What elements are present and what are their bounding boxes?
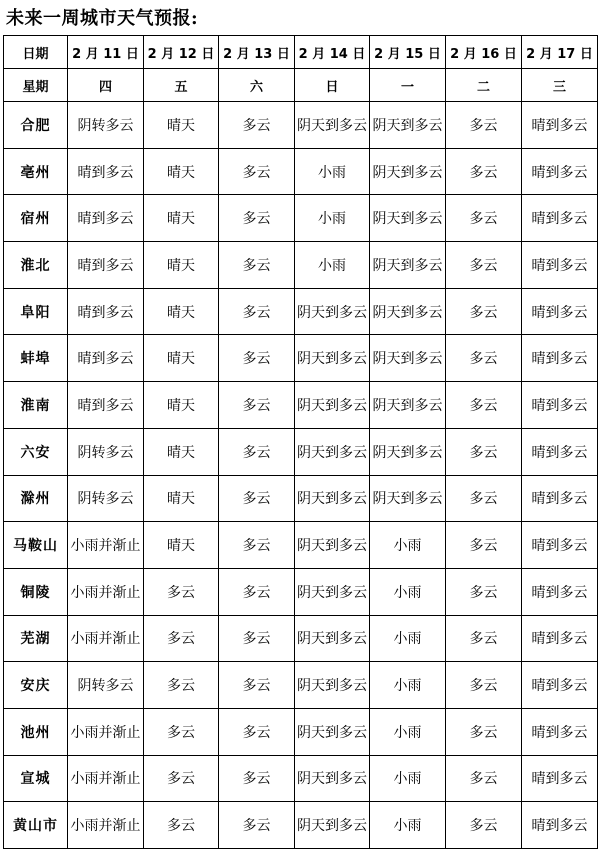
weather-cell: 晴天 (144, 382, 219, 429)
weather-cell: 小雨 (370, 662, 446, 709)
weather-cell: 小雨 (370, 755, 446, 802)
weather-cell: 晴天 (144, 475, 219, 522)
weather-cell: 多云 (446, 755, 522, 802)
weather-cell: 多云 (219, 475, 295, 522)
weather-cell: 阴天到多云 (295, 662, 370, 709)
table-row (4, 335, 598, 382)
date-cell: 2 月 14 日 (295, 36, 370, 69)
weather-cell: 阴天到多云 (295, 288, 370, 335)
weather-cell: 小雨并渐止 (68, 708, 144, 755)
weather-cell: 晴到多云 (522, 475, 598, 522)
date-cell: 2 月 17 日 (522, 36, 598, 69)
city-name: 淮南 (4, 382, 68, 429)
weather-cell: 阴天到多云 (370, 382, 446, 429)
weather-cell: 多云 (446, 802, 522, 849)
weekday-cell: 六 (219, 69, 295, 102)
weather-cell: 多云 (144, 568, 219, 615)
city-name: 蚌埠 (4, 335, 68, 382)
weather-cell: 晴到多云 (522, 428, 598, 475)
city-name: 六安 (4, 428, 68, 475)
weather-cell: 多云 (219, 195, 295, 242)
weather-cell: 晴到多云 (522, 568, 598, 615)
weather-cell: 阴转多云 (68, 662, 144, 709)
weather-cell: 多云 (144, 708, 219, 755)
weather-cell: 多云 (446, 475, 522, 522)
weather-cell: 多云 (446, 288, 522, 335)
weather-cell: 晴到多云 (522, 802, 598, 849)
weather-cell: 晴到多云 (522, 288, 598, 335)
city-name: 安庆 (4, 662, 68, 709)
weather-cell: 多云 (219, 708, 295, 755)
weather-cell: 晴到多云 (522, 148, 598, 195)
weather-cell: 小雨 (295, 242, 370, 289)
weather-cell: 小雨并渐止 (68, 522, 144, 569)
weather-cell: 多云 (219, 522, 295, 569)
weather-cell: 多云 (219, 662, 295, 709)
weather-cell: 晴到多云 (522, 662, 598, 709)
weather-cell: 阴天到多云 (295, 335, 370, 382)
weather-cell: 多云 (446, 568, 522, 615)
weather-cell: 晴天 (144, 102, 219, 149)
week-label: 星期 (4, 69, 68, 102)
city-name: 宣城 (4, 755, 68, 802)
weather-cell: 多云 (446, 382, 522, 429)
weather-cell: 晴天 (144, 522, 219, 569)
weather-cell: 多云 (144, 755, 219, 802)
weather-cell: 阴转多云 (68, 428, 144, 475)
table-row (4, 755, 598, 802)
city-name: 黄山市 (4, 802, 68, 849)
weather-cell: 多云 (446, 662, 522, 709)
city-name: 滁州 (4, 475, 68, 522)
weather-cell: 小雨 (295, 148, 370, 195)
weather-cell: 晴天 (144, 288, 219, 335)
weather-cell: 阴天到多云 (295, 802, 370, 849)
weather-cell: 小雨 (370, 568, 446, 615)
weather-cell: 小雨 (370, 522, 446, 569)
weather-cell: 小雨并渐止 (68, 568, 144, 615)
weather-cell: 多云 (219, 428, 295, 475)
weather-cell: 阴天到多云 (370, 102, 446, 149)
weather-cell: 阴天到多云 (370, 428, 446, 475)
weather-cell: 阴天到多云 (295, 382, 370, 429)
table-row (4, 475, 598, 522)
weather-cell: 多云 (219, 568, 295, 615)
table-row (4, 568, 598, 615)
table-row (4, 522, 598, 569)
date-cell: 2 月 15 日 (370, 36, 446, 69)
weather-cell: 晴天 (144, 428, 219, 475)
weather-cell: 晴天 (144, 335, 219, 382)
weather-cell: 多云 (446, 428, 522, 475)
weather-cell: 阴天到多云 (295, 522, 370, 569)
weather-cell: 晴到多云 (522, 755, 598, 802)
weather-cell: 多云 (446, 335, 522, 382)
weather-cell: 小雨并渐止 (68, 615, 144, 662)
city-name: 马鞍山 (4, 522, 68, 569)
weather-cell: 晴到多云 (522, 708, 598, 755)
city-name: 亳州 (4, 148, 68, 195)
weather-cell: 小雨 (370, 708, 446, 755)
weather-cell: 多云 (219, 802, 295, 849)
table-row (4, 802, 598, 849)
weather-cell: 晴到多云 (522, 335, 598, 382)
weather-cell: 小雨 (370, 802, 446, 849)
table-row (4, 662, 598, 709)
weather-cell: 阴天到多云 (295, 102, 370, 149)
weather-table (3, 35, 598, 849)
weekday-cell: 四 (68, 69, 144, 102)
weekday-header-row (4, 69, 598, 102)
weekday-cell: 日 (295, 69, 370, 102)
date-cell: 2 月 13 日 (219, 36, 295, 69)
weather-cell: 晴到多云 (522, 382, 598, 429)
weather-cell: 晴到多云 (68, 288, 144, 335)
weather-cell: 多云 (446, 615, 522, 662)
weekday-cell: 三 (522, 69, 598, 102)
weather-cell: 多云 (219, 288, 295, 335)
weekday-cell: 一 (370, 69, 446, 102)
weather-cell: 阴天到多云 (295, 615, 370, 662)
table-row (4, 195, 598, 242)
weather-cell: 阴天到多云 (295, 755, 370, 802)
weather-cell: 晴天 (144, 195, 219, 242)
weather-cell: 阴天到多云 (295, 708, 370, 755)
weather-cell: 多云 (446, 242, 522, 289)
weather-cell: 阴天到多云 (370, 475, 446, 522)
weather-cell: 小雨 (370, 615, 446, 662)
weather-cell: 阴转多云 (68, 475, 144, 522)
weather-cell: 小雨并渐止 (68, 755, 144, 802)
date-cell: 2 月 12 日 (144, 36, 219, 69)
weather-cell: 晴到多云 (522, 522, 598, 569)
table-row (4, 148, 598, 195)
weather-cell: 阴天到多云 (295, 428, 370, 475)
weather-cell: 小雨 (295, 195, 370, 242)
weather-cell: 晴到多云 (522, 242, 598, 289)
weather-cell: 多云 (219, 755, 295, 802)
city-name: 芜湖 (4, 615, 68, 662)
weather-cell: 阴天到多云 (295, 568, 370, 615)
table-row (4, 288, 598, 335)
table-row (4, 708, 598, 755)
weather-cell: 阴天到多云 (370, 148, 446, 195)
weather-cell: 多云 (144, 615, 219, 662)
city-name: 淮北 (4, 242, 68, 289)
weather-cell: 晴到多云 (68, 195, 144, 242)
weather-cell: 阴天到多云 (295, 475, 370, 522)
weather-cell: 多云 (446, 148, 522, 195)
weather-cell: 多云 (219, 615, 295, 662)
weather-cell: 多云 (446, 195, 522, 242)
weather-cell: 晴到多云 (68, 382, 144, 429)
weather-cell: 晴到多云 (522, 195, 598, 242)
weather-cell: 多云 (219, 102, 295, 149)
weather-cell: 晴到多云 (68, 335, 144, 382)
weather-cell: 晴到多云 (68, 242, 144, 289)
date-cell: 2 月 11 日 (68, 36, 144, 69)
weather-cell: 多云 (446, 708, 522, 755)
city-name: 铜陵 (4, 568, 68, 615)
weather-cell: 小雨并渐止 (68, 802, 144, 849)
weather-cell: 阴天到多云 (370, 335, 446, 382)
page-title: 未来一周城市天气预报: (6, 8, 199, 29)
table-row (4, 428, 598, 475)
weather-cell: 多云 (144, 662, 219, 709)
weather-cell: 晴到多云 (68, 148, 144, 195)
weekday-cell: 五 (144, 69, 219, 102)
table-row (4, 242, 598, 289)
weather-cell: 晴天 (144, 148, 219, 195)
weather-cell: 多云 (219, 242, 295, 289)
weather-cell: 多云 (219, 148, 295, 195)
city-name: 阜阳 (4, 288, 68, 335)
weather-cell: 多云 (144, 802, 219, 849)
table-row (4, 102, 598, 149)
weather-cell: 阴天到多云 (370, 195, 446, 242)
weather-cell: 多云 (219, 335, 295, 382)
weekday-cell: 二 (446, 69, 522, 102)
weather-cell: 阴天到多云 (370, 242, 446, 289)
date-cell: 2 月 16 日 (446, 36, 522, 69)
weather-cell: 阴转多云 (68, 102, 144, 149)
weather-cell: 多云 (446, 522, 522, 569)
weather-cell: 晴到多云 (522, 615, 598, 662)
table-row (4, 615, 598, 662)
table-row (4, 382, 598, 429)
weather-cell: 多云 (446, 102, 522, 149)
city-name: 合肥 (4, 102, 68, 149)
city-name: 池州 (4, 708, 68, 755)
weather-cell: 晴天 (144, 242, 219, 289)
date-label: 日期 (4, 36, 68, 69)
weather-cell: 晴到多云 (522, 102, 598, 149)
date-header-row (4, 36, 598, 69)
weather-cell: 多云 (219, 382, 295, 429)
weather-cell: 阴天到多云 (370, 288, 446, 335)
city-name: 宿州 (4, 195, 68, 242)
